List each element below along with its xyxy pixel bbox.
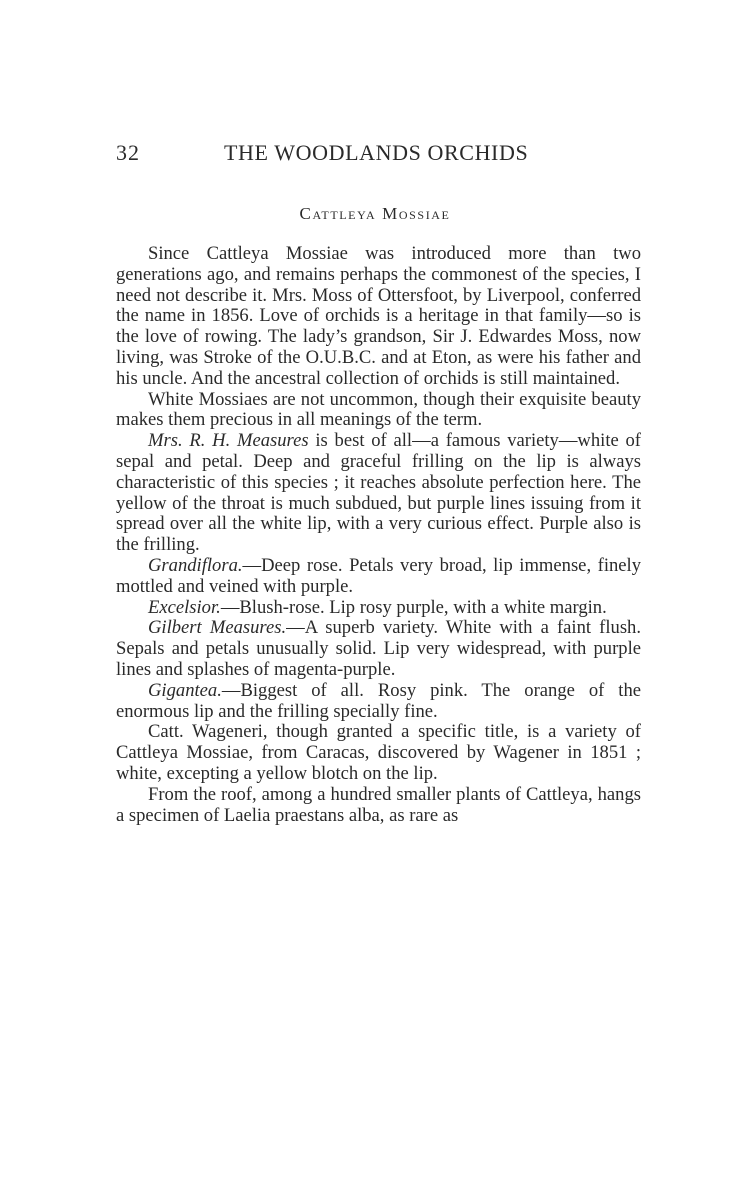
variety-name: Gigantea. (148, 679, 222, 701)
variety-name: Grandiflora. (148, 554, 243, 576)
paragraph-text: White Mossiaes are not uncommon, though their exquisite beauty makes them precious in all meanings of the term. (116, 388, 641, 431)
paragraph-text: —Deep rose. Petals very broad, lip immense, finely mottled and veined with purple. (116, 554, 641, 597)
paragraph-text: is best of all—a famous variety—white of sepal and petal. Deep and graceful frilling on the lip is always characteristic of this species ; it reaches absolute perfection here. The yellow of the throat is much subdued, but purple lines issuing from it spread over all the white lip, with a very curious effect. Purple also is the frilling. (116, 430, 641, 556)
running-title: THE WOODLANDS ORCHIDS (224, 140, 529, 165)
paragraph-text: From the roof, among a hundred smaller plants of Cattleya, hangs a specimen of Laelia praestans alba, as rare as (116, 783, 641, 826)
paragraph-text: Catt. Wageneri, though granted a specific title, is a variety of Cattleya Mossiae, from Caracas, discovered by Wagener in 1851 ; white, excepting a yellow blotch on the lip. (116, 721, 641, 784)
page-number: 32 (116, 140, 140, 165)
section-heading: Cattleya Mossiae (299, 204, 451, 223)
paragraph-variety-measures (116, 431, 641, 556)
paragraph-text: —Biggest of all. Rosy pink. The orange of the enormous lip and the frilling specially fine. (116, 679, 641, 722)
paragraph-variety-excelsior (116, 598, 641, 619)
paragraph-variety-grandiflora (116, 556, 641, 598)
paragraph-text: —Blush-rose. Lip rosy purple, with a white margin. (220, 596, 607, 618)
paragraph-intro (116, 244, 641, 390)
variety-name: Mrs. R. H. Measures (148, 430, 309, 452)
paragraph-variety-gigantea (116, 681, 641, 723)
variety-name: Excelsior. (148, 596, 221, 618)
paragraph-text: —A superb variety. White with a faint flush. Sepals and petals unusually solid. Lip very widespread, with purple lines and splashes of magenta-purple. (116, 617, 641, 680)
paragraph-text: Since Cattleya Mossiae was introduced more than two generations ago, and remains perhaps the commonest of the species, I need not describe it. Mrs. Moss of Ottersfoot, by Liverpool, conferred the name in 1856. Love of orchids is a heritage in that family—so is the love of rowing. The lady’s grandson, Sir J. Edwardes Moss, now living, was Stroke of the O.U.B.C. and at Eton, as were his father and his uncle. And the ancestral collection of orchids is still maintained. (116, 243, 641, 389)
running-head (116, 140, 641, 170)
body-text (116, 244, 641, 826)
paragraph-wageneri (116, 722, 641, 784)
variety-name: Gilbert Measures. (148, 617, 287, 639)
paragraph-white-mossiaes (116, 390, 641, 432)
paragraph-roof (116, 785, 641, 827)
paragraph-variety-gilbert-measures (116, 618, 641, 680)
